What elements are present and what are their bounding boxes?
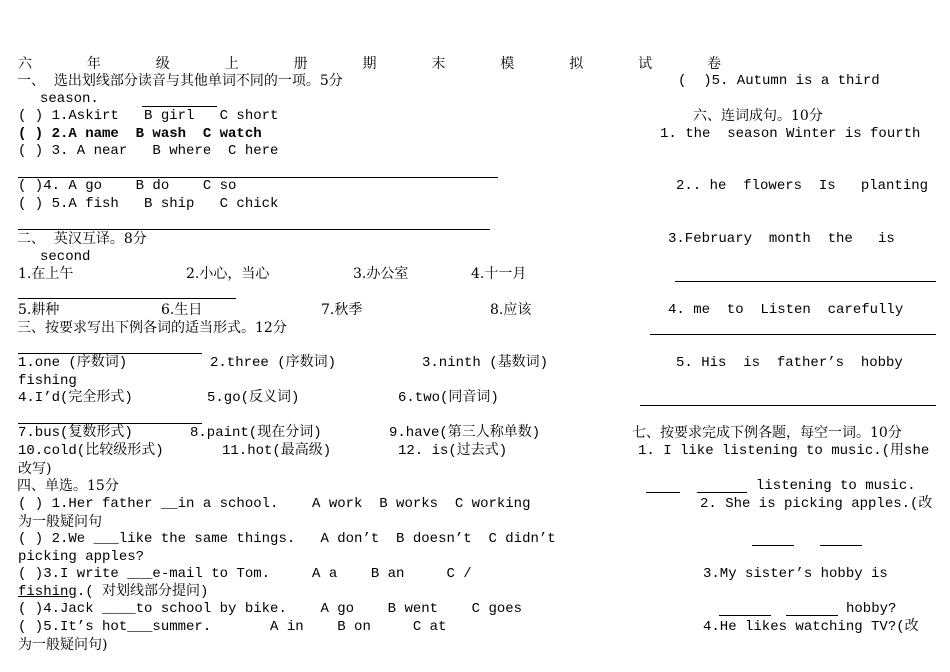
answer-blank xyxy=(697,492,747,493)
answer-blank xyxy=(786,615,838,616)
s7-item-3: 3.My sister’s hobby is xyxy=(703,566,888,582)
s4-carryover-1: 为一般疑问句 xyxy=(18,514,102,530)
section-4-header: 四、单选。15分 xyxy=(17,478,119,494)
s4-item-4: ( )4.Jack ____to school by bike. A go B went C goes xyxy=(18,601,523,617)
s7-item-1-tail: listening to music. xyxy=(756,478,916,494)
section-6-header: 六、连词成句。10分 xyxy=(693,108,823,124)
s4-item-2: ( ) 2.We ___like the same things. A don’t B doesn’t C didn’t xyxy=(18,531,556,547)
s1-item-2: ( ) 2.A name B wash C watch xyxy=(18,126,262,142)
answer-line xyxy=(18,423,202,424)
s6-item-3: 3.February month the is xyxy=(668,231,895,247)
s2-item-5: 5.耕种 xyxy=(18,302,60,318)
s1-item-3: ( ) 3. A near B where C here xyxy=(18,143,279,159)
s2-item-3: 3.办公室 xyxy=(353,266,409,282)
s6-item-4: 4. me to Listen carefully xyxy=(668,302,904,318)
s3-item-6: 6.two(同音词) xyxy=(398,390,499,406)
s7-carryover: 改写) xyxy=(18,461,52,477)
s4-item-3: ( )3.I write ___e-mail to Tom. A a B an C / xyxy=(18,566,472,582)
answer-blank xyxy=(646,492,680,493)
underlined-word: fishing xyxy=(18,584,77,600)
s4-carryover-4: 为一般疑问句) xyxy=(18,637,108,653)
s3-item-5: 5.go(反义词) xyxy=(207,390,300,406)
s4-item-5: ( )5.It’s hot___summer. A in B on C at xyxy=(18,619,447,635)
answer-blank xyxy=(820,545,862,546)
answer-blank xyxy=(752,545,794,546)
s7-item-2: 2. She is picking apples.(改 xyxy=(700,496,933,512)
s1-item-5-right: ( )5. Autumn is a third xyxy=(678,73,880,89)
s2-item-1: 1.在上午 xyxy=(18,266,74,282)
s3-item-7: 7.bus(复数形式) xyxy=(18,425,133,441)
s4-item-1: ( ) 1.Her father __in a school. A work B works C working xyxy=(18,496,531,512)
answer-line xyxy=(18,353,202,354)
s6-item-2: 2.. he flowers Is planting xyxy=(676,178,929,194)
page-title: 六 年 级 上 册 期 末 模 拟 试 卷 xyxy=(18,56,724,72)
s7-item-3-tail: hobby? xyxy=(846,601,897,617)
s3-item-3: 3.ninth (基数词) xyxy=(422,355,549,371)
s7-item-4: 4.He likes watching TV?(改 xyxy=(703,619,919,635)
s3-item-2: 2.three (序数词) xyxy=(210,355,337,371)
s3-item-11: 11.hot(最高级) xyxy=(222,443,332,459)
s2-item-2: 2.小心，当心 xyxy=(186,266,270,282)
s3-item-1: 1.one (序数词) xyxy=(18,355,128,371)
section-1-carryover: season. xyxy=(40,91,99,107)
s6-item-1: 1. the season Winter is fourth xyxy=(660,126,921,142)
section-3-header: 三、按要求写出下例各词的适当形式。12分 xyxy=(17,320,287,336)
answer-line xyxy=(142,106,217,107)
s6-item-5: 5. His is father’s hobby xyxy=(676,355,903,371)
section-7-header: 七、按要求完成下例各题，每空一词。10分 xyxy=(632,425,902,441)
section-2-carryover: second xyxy=(40,249,91,265)
section-2-header: 二、 英汉互译。8分 xyxy=(17,231,147,247)
s3-item-4: 4.I’d(完全形式) xyxy=(18,390,133,406)
s1-item-4: ( )4. A go B do C so xyxy=(18,178,237,194)
s3-item-10: 10.cold(比较级形式) xyxy=(18,443,164,459)
s4-carryover-3-rest: .( 对划线部分提问) xyxy=(76,584,209,600)
s7-item-1: 1. I like listening to music.(用she xyxy=(638,443,930,459)
s1-item-5: ( ) 5.A fish B ship C chick xyxy=(18,196,279,212)
answer-line xyxy=(18,298,236,299)
section-1-header: 一、 选出划线部分读音与其他单词不同的一项。5分 xyxy=(17,73,343,89)
answer-line xyxy=(640,405,936,406)
answer-blank xyxy=(719,615,771,616)
s3-item-12: 12. is(过去式) xyxy=(398,443,508,459)
s3-carryover: fishing xyxy=(18,373,77,389)
s2-item-6: 6.生日 xyxy=(161,302,203,318)
s3-item-9: 9.have(第三人称单数) xyxy=(389,425,541,441)
divider-line xyxy=(18,229,490,230)
s4-carryover-2: picking apples? xyxy=(18,549,145,565)
answer-line xyxy=(675,281,936,282)
s4-carryover-3 xyxy=(18,584,208,601)
s2-item-7: 7.秋季 xyxy=(321,302,363,318)
s1-item-1: ( ) 1.Askirt B girl C short xyxy=(18,108,279,124)
s2-item-8: 8.应该 xyxy=(490,302,532,318)
s3-item-8: 8.paint(现在分词) xyxy=(190,425,322,441)
s2-item-4: 4.十一月 xyxy=(471,266,527,282)
answer-line xyxy=(650,334,936,335)
